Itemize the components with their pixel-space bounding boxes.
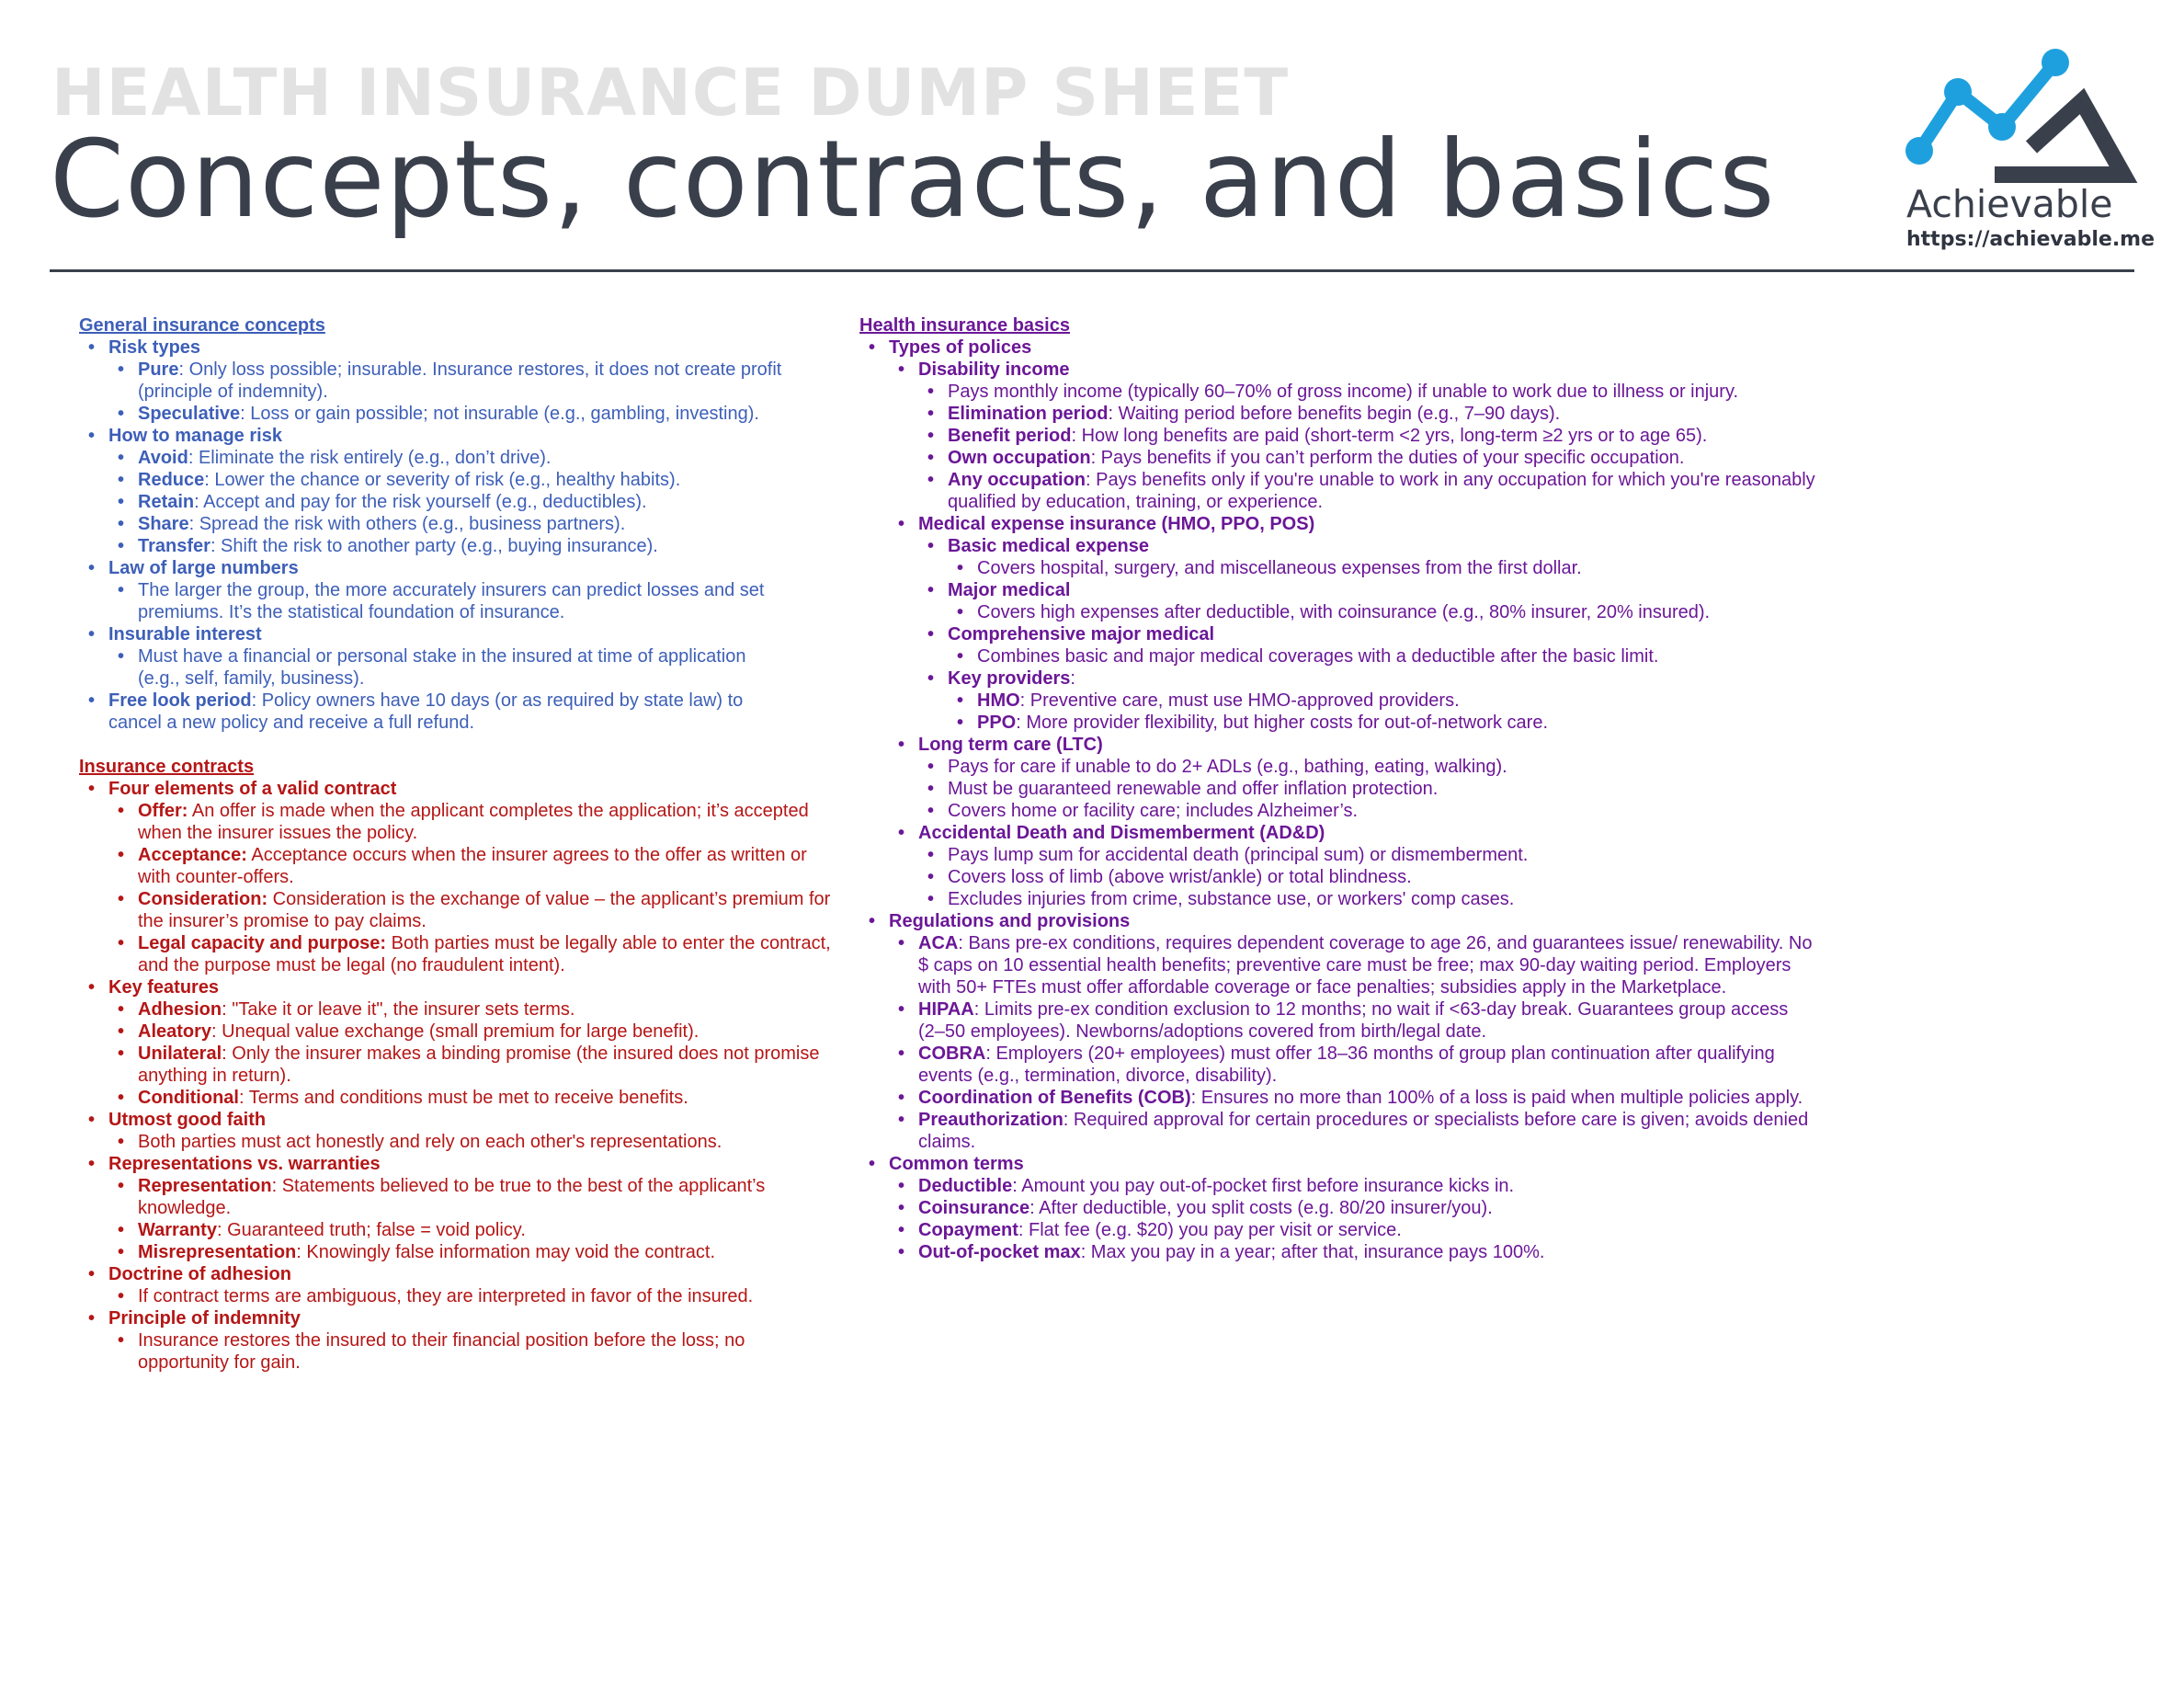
term: Adhesion [138,999,222,1020]
definition: : Employers (20+ employees) must offer 18–36 months of group plan continuation after qualifying events (e.g., termination, divorce, disability). [918,1044,1775,1086]
definition: : Bans pre-ex conditions, requires dependent coverage to age 26, and guarantees issue/ renewability. No $ caps on 10 essential health benefits; preventive care must be free; max 90-day waiting period. Employers with 50+ FTEs must offer affordable coverage or face penalties; subsidies apply in the Marketplace. [918,933,1813,998]
reduce-item [108,469,833,491]
term: Own occupation [948,448,1091,468]
four-elements-label: Four elements of a valid contract [108,779,397,799]
insurance-contracts-heading: Insurance contracts [79,757,255,777]
term: Coinsurance [918,1198,1030,1218]
comprehensive-medical-label: Comprehensive major medical [948,624,1215,644]
header-divider [50,269,2134,272]
di-pays-item: • Pays monthly income (typically 60–70% of gross income) if unable to work due to illness or injury. [918,381,1815,403]
adhesion-item [108,998,833,1021]
free-look-item [79,690,789,734]
disability-income-item [889,359,1815,513]
regulations-label: Regulations and provisions [889,911,1131,931]
out-of-pocket-max-item [889,1241,1815,1263]
definition: : How long benefits are paid (short-term <2 yrs, long-term ≥2 yrs or to age 65). [1071,426,1708,446]
definition: : Pays benefits only if you're unable to work in any occupation for which you're reasonably qualified by education, training, or experience. [948,470,1815,512]
definition: : Ensures no more than 100% of a loss is paid when multiple policies apply. [1190,1088,1803,1108]
definition: : Shift the risk to another party (e.g., buying insurance). [210,536,658,556]
legal-capacity-item [108,932,833,976]
page-title: Concepts, contracts, and basics [50,118,1776,242]
key-features-item [79,976,833,1109]
definition: : Flat fee (e.g. $20) you pay per visit or service. [1018,1220,1402,1240]
definition: : Max you pay in a year; after that, insurance pays 100%. [1080,1242,1545,1262]
definition: : Only loss possible; insurable. Insurance restores, it does not create profit (principle of indemnity). [138,359,782,402]
hipaa-item [889,998,1815,1043]
term: Warranty [138,1220,217,1240]
large-numbers-item [79,557,833,623]
hmo-item [948,690,1815,712]
four-elements-item [79,778,833,976]
disability-income-label: Disability income [918,359,1070,380]
term: Retain [138,492,195,512]
cob-item [889,1087,1815,1109]
term: Conditional [138,1088,239,1108]
risk-types-item [79,336,833,425]
definition: : Waiting period before benefits begin (e.g., 7–90 days). [1108,404,1561,424]
term: Offer: [138,801,188,821]
definition: : Terms and conditions must be met to receive benefits. [238,1088,688,1108]
term: Deductible [918,1176,1013,1196]
acceptance-item [108,844,833,888]
warranty-item [108,1219,833,1241]
coinsurance-item [889,1197,1815,1219]
transfer-item [108,535,833,557]
term: Legal capacity and purpose: [138,933,387,953]
major-medical-label: Major medical [948,580,1071,600]
utmost-good-faith-item [79,1109,833,1153]
conditional-item [108,1087,833,1109]
risk-types-label: Risk types [108,337,201,358]
term: Misrepresentation [138,1242,297,1262]
term: Out-of-pocket max [918,1242,1081,1262]
definition: : Accept and pay for the risk yourself (e.g., deductibles). [194,492,647,512]
indemnity-item [79,1307,833,1374]
long-term-care-item [889,734,1815,822]
definition: : Required approval for certain procedures or specialists before care is given; avoids denied claims. [918,1110,1809,1152]
definition: : Lower the chance or severity of risk (e.g., healthy habits). [204,470,681,490]
basic-medical-label: Basic medical expense [948,536,1150,556]
definition: Consideration is the exchange of value – the applicant’s premium for the insurer’s promise to pay claims. [138,889,831,931]
list-item: • Covers home or facility care; includes Alzheimer’s. [918,800,1815,822]
term: Avoid [138,448,188,468]
term: Elimination period [948,404,1109,424]
dump-sheet-kicker: HEALTH INSURANCE DUMP SHEET [51,55,1290,131]
medical-expense-label: Medical expense insurance (HMO, PPO, POS) [918,514,1315,534]
general-concepts-heading: General insurance concepts [79,315,325,336]
section-gap [79,734,833,756]
term: Consideration: [138,889,268,909]
insurable-interest-label: Insurable interest [108,624,262,644]
term: Representation [138,1176,272,1196]
avoid-item [108,447,833,469]
share-item [108,513,833,535]
pure-risk-item [108,359,833,403]
term: Coordination of Benefits (COB) [918,1088,1191,1108]
definition: : Guaranteed truth; false = void policy. [216,1220,526,1240]
types-of-policies-label: Types of polices [889,337,1032,358]
general-concepts-section [79,314,833,734]
definition: : More provider flexibility, but higher costs for out-of-network care. [1016,713,1548,733]
indemnity-text: • Insurance restores the insured to their financial position before the loss; no opportunity for gain. [108,1329,833,1374]
definition: : Preventive care, must use HMO-approved providers. [1019,690,1460,711]
regulations-item [859,910,1815,1153]
term: HIPAA [918,999,974,1020]
manage-risk-label: How to manage risk [108,426,282,446]
preauthorization-item [889,1109,1815,1153]
definition: : Amount you pay out-of-pocket first before insurance kicks in. [1012,1176,1515,1196]
definition: Both parties must be legally able to enter the contract, and the purpose must be legal (no fraudulent intent). [138,933,831,975]
logo-url[interactable]: https://achievable.me [1906,228,2156,251]
representations-item [79,1153,833,1263]
offer-item [108,800,833,844]
elimination-period-item [918,403,1815,425]
definition: : "Take it or leave it", the insurer sets terms. [222,999,575,1020]
own-occupation-item [918,447,1815,469]
term: HMO [977,690,1020,711]
definition: : Eliminate the risk entirely (e.g., don’t drive). [188,448,552,468]
right-column [859,314,1815,1263]
list-item: • Excludes injuries from crime, substance use, or workers' comp cases. [918,888,1815,910]
definition: An offer is made when the applicant completes the application; it’s accepted when the insurer issues the policy. [138,801,809,843]
comprehensive-medical-text: • Combines basic and major medical coverages with a deductible after the basic limit. [948,645,1815,667]
representation-item [108,1175,833,1219]
logo-chart-icon [1894,46,2142,184]
list-item: • Must be guaranteed renewable and offer inflation protection. [918,778,1815,800]
term: Transfer [138,536,210,556]
term: PPO [977,713,1017,733]
ppo-item [948,712,1815,734]
term: Free look period [108,690,252,711]
definition: : After deductible, you split costs (e.g. 80/20 insurer/you). [1029,1198,1493,1218]
definition: : Pays benefits if you can’t perform the duties of your specific occupation. [1090,448,1685,468]
logo-wordmark: Achievable [1906,182,2113,226]
left-column [79,314,833,1374]
definition: : Spread the risk with others (e.g., business partners). [188,514,626,534]
term: Pure [138,359,179,380]
term: Unilateral [138,1044,222,1064]
term: Any occupation [948,470,1086,490]
doctrine-adhesion-label: Doctrine of adhesion [108,1264,291,1284]
term: ACA [918,933,959,953]
definition: : Loss or gain possible; not insurable (e.g., gambling, investing). [240,404,759,424]
term: Speculative [138,404,241,424]
insurable-interest-item [79,623,833,690]
list-item: • Covers loss of limb (above wrist/ankle) or total blindness. [918,866,1815,888]
definition: : Statements believed to be true to the best of the applicant’s knowledge. [138,1176,766,1218]
definition: : Policy owners have 10 days (or as required by state law) to cancel a new policy and receive a full refund. [108,690,744,733]
common-terms-label: Common terms [889,1154,1024,1174]
definition: : Limits pre-ex condition exclusion to 12 months; no wait if <63-day break. Guarantees group access (2–50 employees). Newborns/adoptions covered from birth/legal date. [918,999,1789,1042]
doctrine-adhesion-item [79,1263,833,1307]
definition: Acceptance occurs when the insurer agrees to the offer as written or with counter-offers. [138,845,807,887]
utmost-good-faith-label: Utmost good faith [108,1110,267,1130]
term: Aleatory [138,1021,212,1042]
aleatory-item [108,1021,833,1043]
consideration-item [108,888,833,932]
common-terms-item [859,1153,1815,1263]
types-of-policies-item [859,336,1815,910]
copayment-item [889,1219,1815,1241]
cobra-item [889,1043,1815,1087]
any-occupation-item [918,469,1815,513]
key-providers-label: Key providers [948,668,1071,689]
speculative-risk-item [108,403,833,425]
unilateral-item [108,1043,833,1087]
term: Share [138,514,189,534]
basic-medical-text: • Covers hospital, surgery, and miscellaneous expenses from the first dollar. [948,557,1815,579]
term: Benefit period [948,426,1072,446]
doctrine-adhesion-text: • If contract terms are ambiguous, they are interpreted in favor of the insured. [108,1285,833,1307]
key-providers-item [918,667,1815,734]
achievable-logo[interactable] [1894,46,2156,257]
benefit-period-item [918,425,1815,447]
key-providers-colon: : [1070,668,1075,689]
retain-item [108,491,833,513]
definition: : Knowingly false information may void the contract. [296,1242,716,1262]
term: Acceptance: [138,845,247,865]
definition: : Only the insurer makes a binding promise (the insured does not promise anything in return). [138,1044,820,1086]
basic-medical-item [918,535,1815,579]
long-term-care-label: Long term care (LTC) [918,735,1103,755]
term: Preauthorization [918,1110,1064,1130]
insurable-interest-text: • Must have a financial or personal stake in the insured at time of application (e.g., self, family, business). [108,645,752,690]
key-features-label: Key features [108,977,220,998]
add-item [889,822,1815,910]
large-numbers-label: Law of large numbers [108,558,299,578]
comprehensive-medical-item [918,623,1815,667]
term: Reduce [138,470,205,490]
misrepresentation-item [108,1241,833,1263]
major-medical-text: • Covers high expenses after deductible, with coinsurance (e.g., 80% insurer, 20% insured). [948,601,1815,623]
list-item: • Pays for care if unable to do 2+ ADLs (e.g., bathing, eating, walking). [918,756,1815,778]
medical-expense-item [889,513,1815,734]
definition: : Unequal value exchange (small premium for large benefit). [211,1021,700,1042]
health-basics-heading: Health insurance basics [859,315,1070,336]
aca-item [889,932,1815,998]
term: Copayment [918,1220,1018,1240]
deductible-item [889,1175,1815,1197]
term: COBRA [918,1044,986,1064]
manage-risk-item [79,425,833,557]
representations-label: Representations vs. warranties [108,1154,381,1174]
add-label: Accidental Death and Dismemberment (AD&D) [918,823,1325,843]
large-numbers-text: • The larger the group, the more accurately insurers can predict losses and set premiums. It’s the statistical foundation of insurance. [108,579,770,623]
indemnity-label: Principle of indemnity [108,1308,301,1329]
insurance-contracts-section [79,756,833,1374]
utmost-good-faith-text: • Both parties must act honestly and rely on each other's representations. [108,1131,833,1153]
list-item: • Pays lump sum for accidental death (principal sum) or dismemberment. [918,844,1815,866]
major-medical-item [918,579,1815,623]
